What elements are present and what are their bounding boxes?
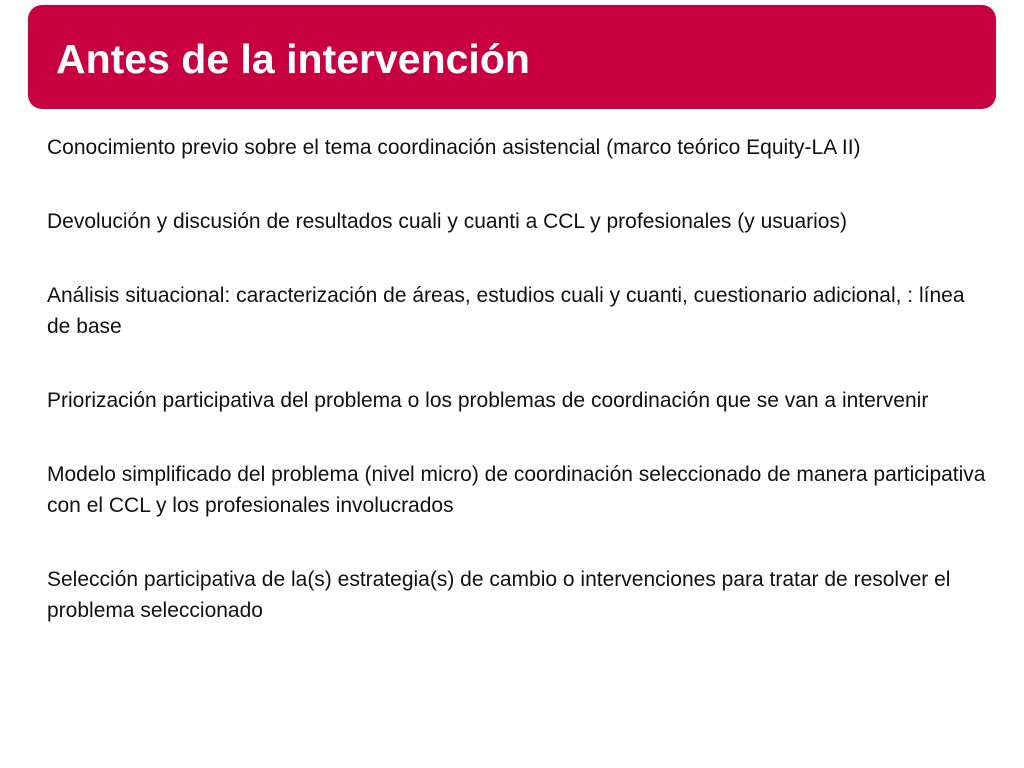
- title-banner: [28, 5, 996, 109]
- list-item: Priorización participativa del problema o los problemas de coordinación que se van a intervenir: [47, 389, 929, 412]
- list-item: Conocimiento previo sobre el tema coordinación asistencial (marco teórico Equity-LA II): [47, 136, 861, 159]
- list-item: Análisis situacional: caracterización de áreas, estudios cuali y cuanti, cuestionario adicional, : línea de base: [47, 284, 965, 338]
- bullet-list: [47, 132, 987, 669]
- list-item: Devolución y discusión de resultados cuali y cuanti a CCL y profesionales (y usuarios): [47, 210, 847, 233]
- list-item: Selección participativa de la(s) estrategia(s) de cambio o intervenciones para tratar de resolver el problema seleccionado: [47, 568, 951, 622]
- slide-title: Antes de la intervención: [56, 36, 530, 82]
- list-item: Modelo simplificado del problema (nivel micro) de coordinación seleccionado de manera participativa con el CCL y los profesionales involucrados: [47, 463, 986, 517]
